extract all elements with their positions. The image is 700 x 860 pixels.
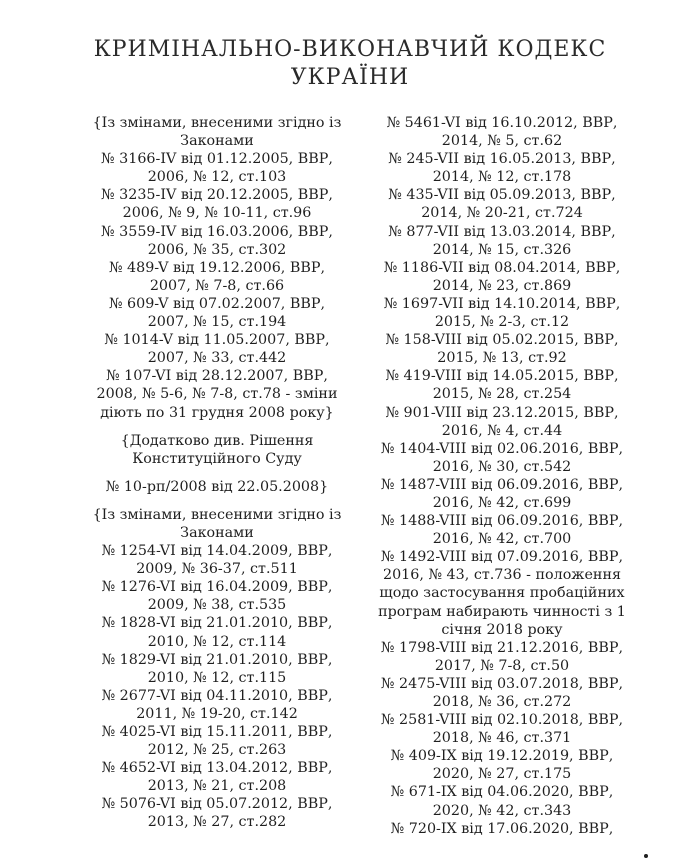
- text-line: 2011, № 19-20, ст.142: [136, 705, 298, 722]
- text-line: 2015, № 13, ст.92: [437, 350, 567, 367]
- text-line: № 720-IX від 17.06.2020, ВВР,: [390, 820, 614, 837]
- text-line: № 2677-VI від 04.11.2010, ВВР,: [101, 687, 333, 704]
- text-line: щодо застосування пробаційних: [379, 585, 625, 602]
- text-line: № 3235-IV від 20.12.2005, ВВР,: [101, 187, 333, 204]
- text-line: № 158-VIII від 05.02.2015, ВВР,: [385, 332, 619, 349]
- text-line: {Із змінами, внесеними згідно із: [92, 115, 342, 131]
- text-line: 2014, № 23, ст.869: [432, 277, 572, 294]
- text-line: № 1254-VI від 14.04.2009, ВВР,: [101, 543, 333, 560]
- text-line: № 671-IX від 04.06.2020, ВВР,: [390, 784, 614, 801]
- text-line: 2006, № 12, ст.103: [147, 169, 287, 186]
- text-line: № 609-V від 07.02.2007, ВВР,: [108, 295, 326, 312]
- text-line: № 1492-VIII від 07.09.2016, ВВР,: [380, 549, 624, 566]
- text-line: 2007, № 7-8, ст.66: [149, 277, 285, 294]
- text-line: № 489-V від 19.12.2006, ВВР,: [108, 259, 326, 276]
- text-line: № 1829-VI від 21.01.2010, ВВР,: [101, 651, 333, 668]
- constitutional-court-note: [72, 432, 362, 468]
- text-line: № 901-VIII від 23.12.2015, ВВР,: [385, 404, 619, 421]
- text-line: № 1014-V від 11.05.2007, ВВР,: [104, 332, 330, 349]
- spacer: [72, 496, 362, 506]
- text-line: січня 2018 року: [441, 621, 563, 638]
- text-line: 2020, № 42, ст.343: [432, 802, 572, 819]
- text-line: 2020, № 27, ст.175: [432, 766, 572, 783]
- text-line: 2008, № 5-6, № 7-8, ст.78 - зміни: [96, 386, 338, 403]
- text-line: № 5461-VI від 16.10.2012, ВВР,: [386, 115, 618, 131]
- text-line: № 10-рп/2008 від 22.05.2008}: [105, 478, 329, 495]
- text-line: програм набирають чинності з 1: [378, 603, 626, 620]
- text-line: № 1697-VII від 14.10.2014, ВВР,: [383, 295, 621, 312]
- amendments-block-1: [72, 114, 362, 422]
- text-line: № 2581-VIII від 02.10.2018, ВВР,: [380, 712, 624, 729]
- text-line: 2007, № 15, ст.194: [147, 314, 287, 331]
- page-corner-mark: [644, 854, 648, 858]
- text-line: 2014, № 15, ст.326: [432, 241, 572, 258]
- text-line: № 877-VII від 13.03.2014, ВВР,: [388, 223, 616, 240]
- text-line: 2014, № 12, ст.178: [432, 169, 572, 186]
- text-line: 2015, № 2-3, ст.12: [434, 314, 570, 331]
- text-line: № 2475-VIII від 03.07.2018, ВВР,: [380, 675, 624, 692]
- document-title-line-1: КРИМІНАЛЬНО-ВИКОНАВЧИЙ КОДЕКС: [93, 37, 607, 62]
- constitutional-court-decision: [72, 478, 362, 496]
- text-line: № 4025-VI від 15.11.2011, ВВР,: [101, 724, 333, 740]
- text-line: 2018, № 36, ст.272: [432, 694, 572, 710]
- text-line: № 107-VI від 28.12.2007, ВВР,: [106, 368, 328, 385]
- text-line: № 1828-VI від 21.01.2010, ВВР,: [101, 615, 333, 632]
- text-line: № 409-IX від 19.12.2019, ВВР,: [390, 748, 614, 765]
- text-line: № 435-VII від 05.09.2013, ВВР,: [388, 187, 616, 204]
- text-line: {Із змінами, внесеними згідно із: [92, 506, 342, 523]
- text-line: 2015, № 28, ст.254: [432, 386, 572, 403]
- text-line: діють по 31 грудня 2008 року}: [100, 404, 334, 421]
- text-line: № 1276-VI від 16.04.2009, ВВР,: [101, 579, 333, 596]
- amendments-block-2: [72, 506, 362, 832]
- text-line: № 3559-IV від 16.03.2006, ВВР,: [101, 223, 333, 240]
- text-line: 2013, № 27, ст.282: [147, 814, 287, 831]
- text-line: 2007, № 33, ст.442: [147, 350, 287, 367]
- text-line: № 419-VIII від 14.05.2015, ВВР,: [385, 368, 619, 385]
- text-line: 2014, № 5, ст.62: [441, 133, 563, 150]
- text-line: 2016, № 4, ст.44: [441, 422, 563, 439]
- text-line: № 1798-VIII від 21.12.2016, ВВР,: [380, 639, 624, 656]
- text-line: 2013, № 21, ст.208: [147, 778, 287, 795]
- amendments-column-right: [357, 114, 647, 838]
- text-line: 2014, № 20-21, ст.724: [421, 205, 583, 222]
- text-line: 2016, № 30, ст.542: [432, 458, 572, 475]
- text-line: 2017, № 7-8, ст.50: [434, 657, 570, 674]
- document-title-line-2: УКРАЇНИ: [290, 65, 410, 90]
- text-line: 2009, № 38, ст.535: [147, 597, 287, 614]
- text-line: 2006, № 9, № 10-11, ст.96: [122, 205, 312, 222]
- text-line: № 4652-VI від 13.04.2012, ВВР,: [101, 760, 333, 777]
- text-line: 2009, № 36-37, ст.511: [136, 561, 298, 578]
- amendments-block-3: [357, 114, 647, 838]
- text-line: Конституційного Суду: [132, 450, 302, 467]
- text-line: 2016, № 42, ст.700: [432, 531, 572, 548]
- text-line: № 1487-VIII від 06.09.2016, ВВР,: [380, 476, 624, 493]
- text-line: № 5076-VI від 05.07.2012, ВВР,: [101, 796, 333, 813]
- text-line: № 1404-VIII від 02.06.2016, ВВР,: [380, 440, 624, 457]
- text-line: 2006, № 35, ст.302: [147, 241, 287, 258]
- text-line: {Додатково див. Рішення: [120, 432, 314, 449]
- spacer: [72, 422, 362, 432]
- text-line: № 245-VII від 16.05.2013, ВВР,: [388, 151, 616, 168]
- text-line: № 1186-VII від 08.04.2014, ВВР,: [383, 259, 621, 276]
- text-line: 2018, № 46, ст.371: [432, 730, 572, 747]
- text-line: Законами: [180, 524, 254, 541]
- amendments-column-left: [72, 114, 362, 832]
- spacer: [72, 468, 362, 478]
- document-title: [0, 36, 700, 92]
- text-line: 2016, № 43, ст.736 - положення: [382, 567, 621, 584]
- text-line: № 1488-VIII від 06.09.2016, ВВР,: [380, 513, 624, 530]
- text-line: № 3166-IV від 01.12.2005, ВВР,: [101, 151, 333, 168]
- text-line: 2010, № 12, ст.114: [147, 633, 287, 650]
- text-line: 2010, № 12, ст.115: [147, 669, 287, 686]
- text-line: 2012, № 25, ст.263: [147, 742, 287, 759]
- text-line: Законами: [180, 133, 254, 150]
- text-line: 2016, № 42, ст.699: [432, 494, 572, 511]
